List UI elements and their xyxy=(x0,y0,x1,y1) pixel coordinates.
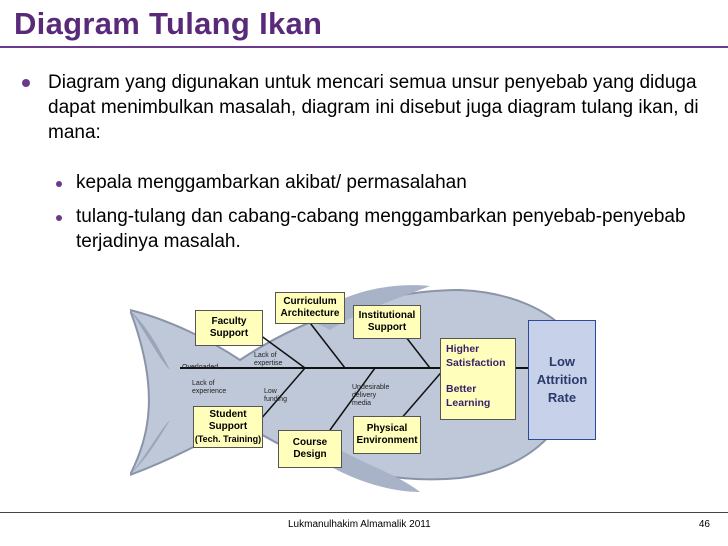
student-sublabel: (Tech. Training) xyxy=(194,434,262,444)
label-overloaded: Overloaded xyxy=(182,364,219,371)
box-curriculum: Curriculum Architecture xyxy=(275,292,345,324)
box-outcomes xyxy=(440,338,516,420)
box-institutional: Institutional Support xyxy=(353,305,421,339)
label-experience: experience xyxy=(192,388,227,395)
label-media: media xyxy=(352,400,372,407)
label-lack-of: Lack of xyxy=(254,352,277,359)
student-label: Student Support xyxy=(208,409,248,432)
sub-bullet-text: tulang-tulang dan cabang-cabang menggambarkan penyebab-penyebab terjadinya masalah. xyxy=(76,206,686,252)
footer-author: Lukmanulhakim Almamalik 2011 xyxy=(288,519,431,530)
box-physical: Physical Environment xyxy=(353,416,421,454)
fishbone-diagram xyxy=(130,280,600,500)
title-rule xyxy=(0,46,728,48)
slide-title: Diagram Tulang Ikan xyxy=(14,6,323,41)
page-number: 46 xyxy=(698,519,710,530)
label-lack-of-2: Lack of xyxy=(192,380,215,387)
outcome-better: Better Learning xyxy=(446,383,491,409)
box-student xyxy=(193,406,263,448)
label-undesirable: Undesirable xyxy=(352,384,390,391)
sub-bullet-dot xyxy=(56,215,62,221)
label-expertise: expertise xyxy=(254,360,283,367)
label-low: Low xyxy=(264,388,277,395)
sub-bullet-dot xyxy=(56,181,62,187)
sub-bullet-text: kepala menggambarkan akibat/ permasalahan xyxy=(76,172,467,193)
label-delivery: delivery xyxy=(352,392,377,399)
bullet-main-text: Diagram yang digunakan untuk mencari semua unsur penyebab yang diduga dapat menimbulkan masalah, diagram ini disebut juga diagram tulang ikan, di mana: xyxy=(48,72,699,143)
outcome-higher: Higher Satisfaction xyxy=(446,343,506,369)
box-faculty: Faculty Support xyxy=(195,310,263,346)
bullet-dot xyxy=(22,79,30,87)
box-rate: Low Attrition Rate xyxy=(528,320,596,440)
footer-rule xyxy=(0,512,728,513)
label-funding: funding xyxy=(264,396,287,403)
box-course: Course Design xyxy=(278,430,342,468)
